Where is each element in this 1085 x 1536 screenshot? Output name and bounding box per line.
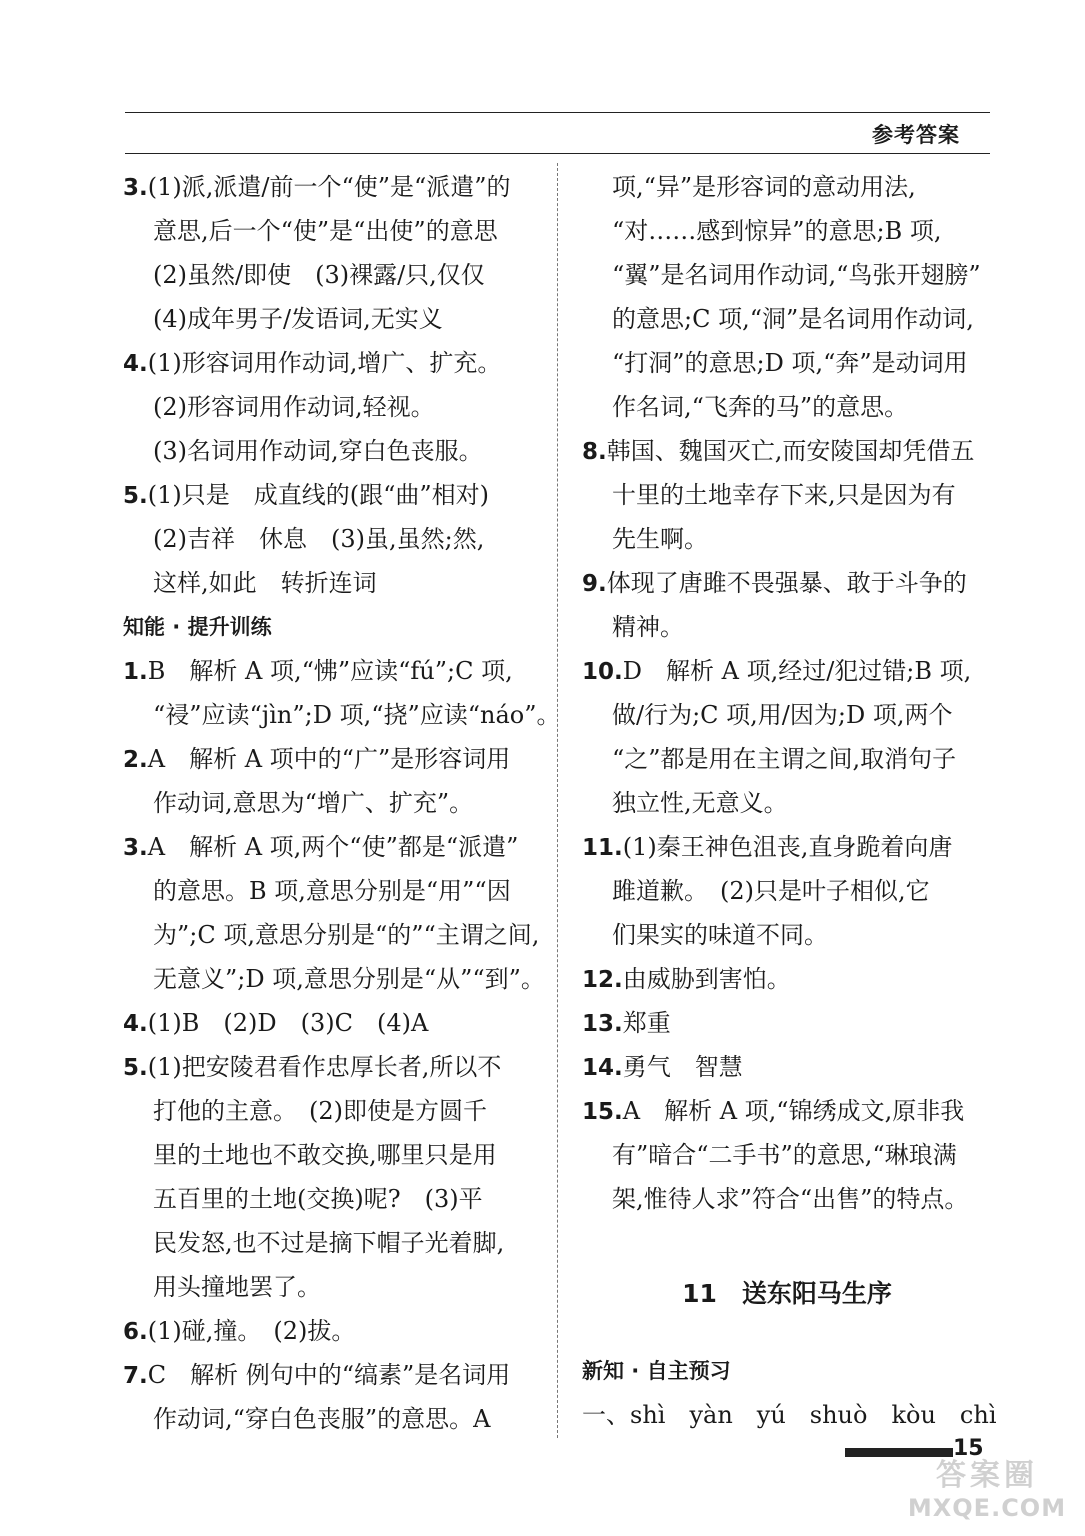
header-rule-top bbox=[125, 112, 990, 113]
pinyin-line: 一、shì yàn yú shuò kòu chì bbox=[582, 1401, 997, 1429]
answer-item bbox=[123, 737, 543, 781]
item-number: 9. bbox=[582, 571, 607, 597]
answer-item bbox=[123, 1045, 543, 1089]
item-text: B 解析 A 项,“怫”应读“fú”;C 项, bbox=[147, 657, 513, 685]
answer-item bbox=[582, 561, 992, 605]
answer-item bbox=[582, 429, 992, 473]
answer-item bbox=[123, 1001, 543, 1045]
item-number: 5. bbox=[123, 483, 148, 509]
answer-item bbox=[582, 649, 992, 693]
answer-continuation: 雎道歉。 (2)只是叶子相似,它 bbox=[612, 877, 930, 905]
answer-item bbox=[123, 341, 543, 385]
answer-item bbox=[123, 1309, 543, 1353]
spacer bbox=[582, 1221, 992, 1261]
item-text: 由威胁到害怕。 bbox=[622, 965, 791, 993]
lesson-title: 11 送东阳马生序 bbox=[682, 1279, 892, 1308]
answer-continuation: 为”;C 项,意思分别是“的”“主谓之间, bbox=[153, 921, 540, 949]
answer-item bbox=[582, 1089, 992, 1133]
answer-continuation: (3)名词用作动词,穿白色丧服。 bbox=[153, 437, 483, 465]
item-number: 7. bbox=[123, 1363, 148, 1389]
item-text: (1)把安陵君看作忠厚长者,所以不 bbox=[147, 1053, 502, 1081]
watermark-logo bbox=[902, 1458, 1072, 1528]
item-text: (1)碰,撞。 (2)拔。 bbox=[147, 1317, 356, 1345]
column-divider bbox=[557, 163, 558, 1438]
item-text: 体现了唐雎不畏强暴、敢于斗争的 bbox=[606, 569, 967, 597]
answer-continuation: 打他的主意。 (2)即使是方圆千 bbox=[153, 1097, 487, 1125]
item-text: (1)秦王神色沮丧,直身跪着向唐 bbox=[622, 833, 953, 861]
answer-continuation: 架,惟待人求”符合“出售”的特点。 bbox=[612, 1185, 969, 1213]
item-text: A 解析 A 项,“锦绣成文,原非我 bbox=[622, 1097, 965, 1125]
item-number: 15. bbox=[582, 1099, 623, 1125]
item-number: 2. bbox=[123, 747, 148, 773]
spacer bbox=[582, 1327, 992, 1349]
answer-item bbox=[582, 1045, 992, 1089]
item-text: (1)派,派遣/前一个“使”是“派遣”的 bbox=[147, 173, 511, 201]
answer-continuation: 作名词,“飞奔的马”的意思。 bbox=[612, 393, 909, 421]
answer-continuation: 做/行为;C 项,用/因为;D 项,两个 bbox=[612, 701, 953, 729]
answer-continuation: 作动词,“穿白色丧服”的意思。A bbox=[153, 1405, 491, 1433]
answer-continuation: 这样,如此 转折连词 bbox=[153, 569, 377, 597]
watermark-bottom: MXQE.COM bbox=[907, 1494, 1067, 1522]
answer-continuation: (2)吉祥 休息 (3)虽,虽然;然, bbox=[153, 525, 485, 553]
page-number: 15 bbox=[953, 1436, 984, 1461]
answer-continuation: “对……感到惊异”的意思;B 项, bbox=[612, 217, 942, 245]
item-text: (1)B (2)D (3)C (4)A bbox=[147, 1009, 429, 1037]
answer-continuation: (2)虽然/即使 (3)裸露/只,仅仅 bbox=[153, 261, 485, 289]
answer-continuation: 用头撞地罢了。 bbox=[153, 1273, 321, 1301]
item-text: (1)只是 成直线的(跟“曲”相对) bbox=[147, 481, 490, 509]
answer-continuation: “之”都是用在主谓之间,取消句子 bbox=[612, 745, 957, 773]
answer-continuation: 意思,后一个“使”是“出使”的意思 bbox=[153, 217, 498, 245]
item-number: 13. bbox=[582, 1011, 623, 1037]
answer-continuation: 独立性,无意义。 bbox=[612, 789, 788, 817]
answer-continuation: 们果实的味道不同。 bbox=[612, 921, 828, 949]
answer-item bbox=[123, 165, 543, 209]
left-column bbox=[123, 165, 561, 1441]
item-number: 10. bbox=[582, 659, 623, 685]
answer-item bbox=[123, 1353, 543, 1397]
item-number: 11. bbox=[582, 835, 623, 861]
answer-item bbox=[582, 825, 992, 869]
answer-continuation: 精神。 bbox=[612, 613, 684, 641]
answer-item bbox=[582, 957, 992, 1001]
footer-bar bbox=[845, 1448, 953, 1457]
answer-continuation: 项,“异”是形容词的意动用法, bbox=[612, 173, 916, 201]
answer-item bbox=[123, 473, 543, 517]
answer-item bbox=[582, 1001, 992, 1045]
header-rule-bottom bbox=[125, 153, 990, 154]
answer-continuation: 有”暗合“二手书”的意思,“琳琅满 bbox=[612, 1141, 957, 1169]
watermark-top: 答案圈 bbox=[936, 1458, 1038, 1493]
answer-continuation: “翼”是名词用作动词,“鸟张开翅膀” bbox=[612, 261, 981, 289]
answer-continuation: “打洞”的意思;D 项,“奔”是动词用 bbox=[612, 349, 968, 377]
item-number: 3. bbox=[123, 835, 148, 861]
item-number: 8. bbox=[582, 439, 607, 465]
answer-continuation: 五百里的土地(交换)呢? (3)平 bbox=[153, 1185, 483, 1213]
answer-continuation: 的意思;C 项,“洞”是名词用作动词, bbox=[612, 305, 974, 333]
answer-continuation: 先生啊。 bbox=[612, 525, 708, 553]
section-heading: 新知 · 自主预习 bbox=[582, 1359, 731, 1383]
answer-item bbox=[123, 825, 543, 869]
item-number: 12. bbox=[582, 967, 623, 993]
item-text: A 解析 A 项中的“广”是形容词用 bbox=[147, 745, 511, 773]
answer-continuation: 作动词,意思为“增广、扩充”。 bbox=[153, 789, 474, 817]
item-number: 6. bbox=[123, 1319, 148, 1345]
header-title: 参考答案 bbox=[872, 123, 960, 147]
answer-continuation: 里的土地也不敢交换,哪里只是用 bbox=[153, 1141, 497, 1169]
answer-continuation: (2)形容词用作动词,轻视。 bbox=[153, 393, 435, 421]
item-text: (1)形容词用作动词,增广、扩充。 bbox=[147, 349, 502, 377]
right-column bbox=[582, 165, 997, 1437]
item-text: C 解析 例句中的“缟素”是名词用 bbox=[147, 1361, 511, 1389]
item-number: 4. bbox=[123, 1011, 148, 1037]
item-text: D 解析 A 项,经过/犯过错;B 项, bbox=[622, 657, 972, 685]
section-heading: 知能 · 提升训练 bbox=[123, 615, 272, 639]
answer-continuation: 的意思。B 项,意思分别是“用”“因 bbox=[153, 877, 511, 905]
answer-continuation: 无意义”;D 项,意思分别是“从”“到”。 bbox=[153, 965, 545, 993]
item-number: 5. bbox=[123, 1055, 148, 1081]
item-text: 韩国、魏国灭亡,而安陵国却凭借五 bbox=[606, 437, 975, 465]
item-number: 3. bbox=[123, 175, 148, 201]
item-number: 4. bbox=[123, 351, 148, 377]
answer-continuation: 民发怒,也不过是摘下帽子光着脚, bbox=[153, 1229, 505, 1257]
item-number: 1. bbox=[123, 659, 148, 685]
item-text: 郑重 bbox=[622, 1009, 671, 1037]
answer-continuation: (4)成年男子/发语词,无实义 bbox=[153, 305, 443, 333]
item-text: A 解析 A 项,两个“使”都是“派遣” bbox=[147, 833, 519, 861]
answer-item bbox=[123, 649, 543, 693]
item-number: 14. bbox=[582, 1055, 623, 1081]
item-text: 勇气 智慧 bbox=[622, 1053, 743, 1081]
answer-continuation: “祲”应读“jìn”;D 项,“挠”应读“náo”。 bbox=[153, 701, 561, 729]
answer-continuation: 十里的土地幸存下来,只是因为有 bbox=[612, 481, 956, 509]
